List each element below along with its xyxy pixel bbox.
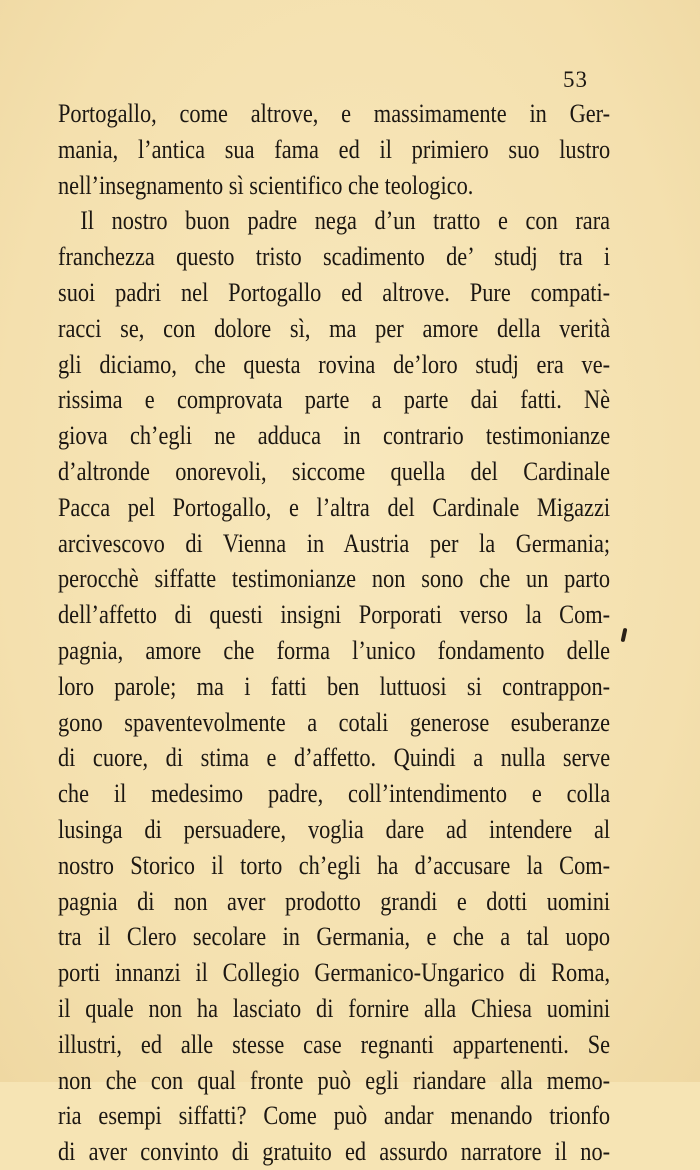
text-line: Pacca pel Portogallo, e l’altra del Cardinale Migazzi — [58, 492, 611, 522]
text-line: pagnia, amore che forma l’unico fondamento delle — [58, 635, 611, 665]
text-line: dell’affetto di questi insigni Porporati verso la Com- — [58, 600, 611, 630]
text-line: lusinga di persuadere, voglia dare ad intendere al — [58, 814, 611, 844]
text-line: nell’insegnamento sì scientifico che teologico. — [58, 170, 474, 200]
text-line: non che con qual fronte può egli riandare alla memo- — [58, 1065, 611, 1095]
text-line: perocchè siffatte testimonianze non sono che un parto — [58, 564, 611, 594]
text-line: ria esempi siffatti? Come può andar menando trionfo — [58, 1101, 611, 1131]
text-line: porti innanzi il Collegio Germanico-Ungarico di Roma, — [58, 958, 611, 988]
text-line: gli diciamo, che questa rovina de’loro studj era ve- — [58, 349, 611, 379]
text-line: il quale non ha lasciato di fornire alla Chiesa uomini — [58, 993, 611, 1023]
text-line: rissima e comprovata parte a parte dai fatti. Nè — [58, 385, 611, 415]
text-line: suoi padri nel Portogallo ed altrove. Pure compati- — [58, 277, 611, 307]
text-line: franchezza questo tristo scadimento de’ studj tra i — [58, 242, 611, 272]
text-line: tra il Clero secolare in Germania, e che a tal uopo — [58, 922, 611, 952]
text-line: giova ch’egli ne adduca in contrario testimonianze — [58, 421, 611, 451]
text-line: mania, l’antica sua fama ed il primiero suo lustro — [58, 134, 611, 164]
paragraph-first-line: Il nostro buon padre nega d’un tratto e con rara — [80, 206, 611, 236]
text-line: nostro Storico il torto ch’egli ha d’accusare la Com- — [58, 850, 611, 880]
text-line: illustri, ed alle stesse case regnanti appartenenti. Se — [58, 1029, 611, 1059]
text-line: loro parole; ma i fatti ben luttuosi si contrappon- — [58, 671, 611, 701]
ink-blot-mark — [621, 628, 628, 643]
text-line: arcivescovo di Vienna in Austria per la Germania; — [58, 528, 611, 558]
body-text — [58, 96, 610, 1170]
page-number: 53 — [563, 67, 588, 92]
text-line: di aver convinto di gratuito ed assurdo narratore il no- — [58, 1137, 611, 1167]
text-line: Portogallo, come altrove, e massimamente in Ger- — [58, 99, 611, 128]
text-line: gono spaventevolmente a cotali generose esuberanze — [58, 707, 611, 737]
text-line: che il medesimo padre, coll’intendimento e colla — [58, 779, 611, 809]
text-line: pagnia di non aver prodotto grandi e dotti uomini — [58, 886, 611, 916]
text-line: d’altronde onorevoli, siccome quella del Cardinale — [58, 456, 611, 486]
text-line: racci se, con dolore sì, ma per amore della verità — [58, 313, 611, 343]
text-line: di cuore, di stima e d’affetto. Quindi a nulla serve — [58, 743, 611, 773]
